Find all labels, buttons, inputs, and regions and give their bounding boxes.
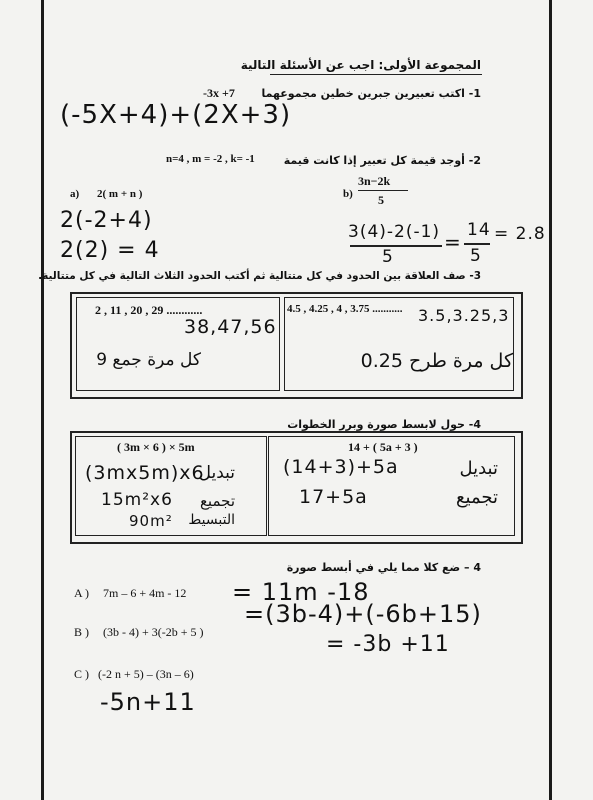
- q2b-work-bar: [350, 245, 442, 247]
- q5a-answer: = 11m -18: [232, 578, 370, 606]
- left-margin-line: [41, 0, 44, 800]
- right-margin-line: [549, 0, 552, 800]
- q2b-work-denominator: 5: [382, 247, 394, 267]
- q2b-fraction-numerator: 14: [467, 220, 491, 240]
- q4-prompt: 4- حول لابسط صورة وبرر الخطوات: [287, 418, 481, 431]
- q5b-answer-line2: = -3b +11: [326, 632, 450, 657]
- q3-left-note: كل مرة جمع 9: [96, 350, 201, 370]
- q2b-result: = 2.8: [494, 224, 546, 244]
- q2b-work-numerator: 3(4)-2(-1): [348, 222, 441, 242]
- q4-right-work2: 17+5a: [299, 486, 368, 508]
- q2b-fraction-bar: [358, 190, 408, 191]
- q2a-label: a): [70, 188, 80, 200]
- q3-prompt: 3- صف العلاقة بين الحدود في كل متتالية ثم أكتب الحدود الثلاث التالية في كل متتالية.: [38, 270, 481, 282]
- q1-answer: (-5X+4)+(2X+3): [60, 100, 292, 130]
- q3-right-answer: 3.5,3.25,3: [418, 306, 510, 325]
- q2b-label: b): [343, 188, 353, 200]
- q4-right-expression: 14 + ( 5a + 3 ): [348, 440, 418, 454]
- title-underline: [270, 74, 482, 75]
- q5c-label: C ): [74, 667, 89, 681]
- q2b-result-bar: [464, 243, 490, 245]
- q2-prompt: 2- أوجد قيمة كل تعبير إذا كانت قيمة: [283, 154, 481, 167]
- q5b-expression: (3b - 4) + 3(-2b + 5 ): [103, 625, 204, 639]
- q4-left-note3: التبسيط: [188, 512, 235, 528]
- q3-left-answer: 38,47,56: [184, 316, 277, 338]
- q2a-work-line2: 2(2) = 4: [60, 238, 160, 263]
- q1-sum: -3x +7: [203, 86, 235, 100]
- q2b-denominator: 5: [378, 193, 384, 207]
- q5b-answer-line1: =(3b-4)+(-6b+15): [244, 600, 482, 628]
- q4-left-note1: تبديل: [198, 463, 235, 483]
- q4-left-work2: 15m²x6: [101, 490, 173, 510]
- q5c-expression: (-2 n + 5) – (3n – 6): [98, 667, 194, 681]
- q5b-label: B ): [74, 625, 89, 639]
- q5-prompt: 4 – ضع كلا مما يلي في أبسط صورة: [286, 561, 481, 574]
- q4-left-expression: ( 3m × 6 ) × 5m: [117, 440, 195, 454]
- q2b-numerator: 3n−2k: [358, 174, 391, 188]
- q4-left-work1: (3mx5m)x6: [85, 462, 205, 484]
- q5a-label: A ): [74, 586, 89, 600]
- q4-right-note1: تبديل: [459, 458, 498, 479]
- q1-prompt: 1- اكتب تعبيرين جبرين خطين مجموعهما: [261, 87, 481, 100]
- q3-right-note: كل مرة طرح 0.25: [360, 350, 513, 372]
- q4-right-work1: (14+3)+5a: [283, 456, 399, 478]
- q4-left-note2: تجميع: [199, 492, 235, 510]
- q2-values: n=4 , m = -2 , k= -1: [166, 153, 255, 165]
- q3-left-sequence: 2 , 11 , 20 , 29 ............: [95, 303, 203, 317]
- q2b-equals: =: [444, 230, 462, 254]
- q2a-expression: 2( m + n ): [97, 188, 143, 200]
- q5a-expression: 7m – 6 + 4m - 12: [103, 586, 187, 600]
- q3-right-sequence: 4.5 , 4.25 , 4 , 3.75 ...........: [287, 303, 403, 315]
- q2b-fraction-denominator: 5: [470, 246, 482, 266]
- q4-left-work3: 90m²: [129, 512, 173, 530]
- q5c-answer: -5n+11: [100, 688, 196, 716]
- q2a-work-line1: 2(-2+4): [60, 208, 153, 233]
- q4-right-note2: تجميع: [455, 487, 498, 508]
- page-title: المجموعة الأولى: اجب عن الأسئلة التالية: [240, 58, 481, 72]
